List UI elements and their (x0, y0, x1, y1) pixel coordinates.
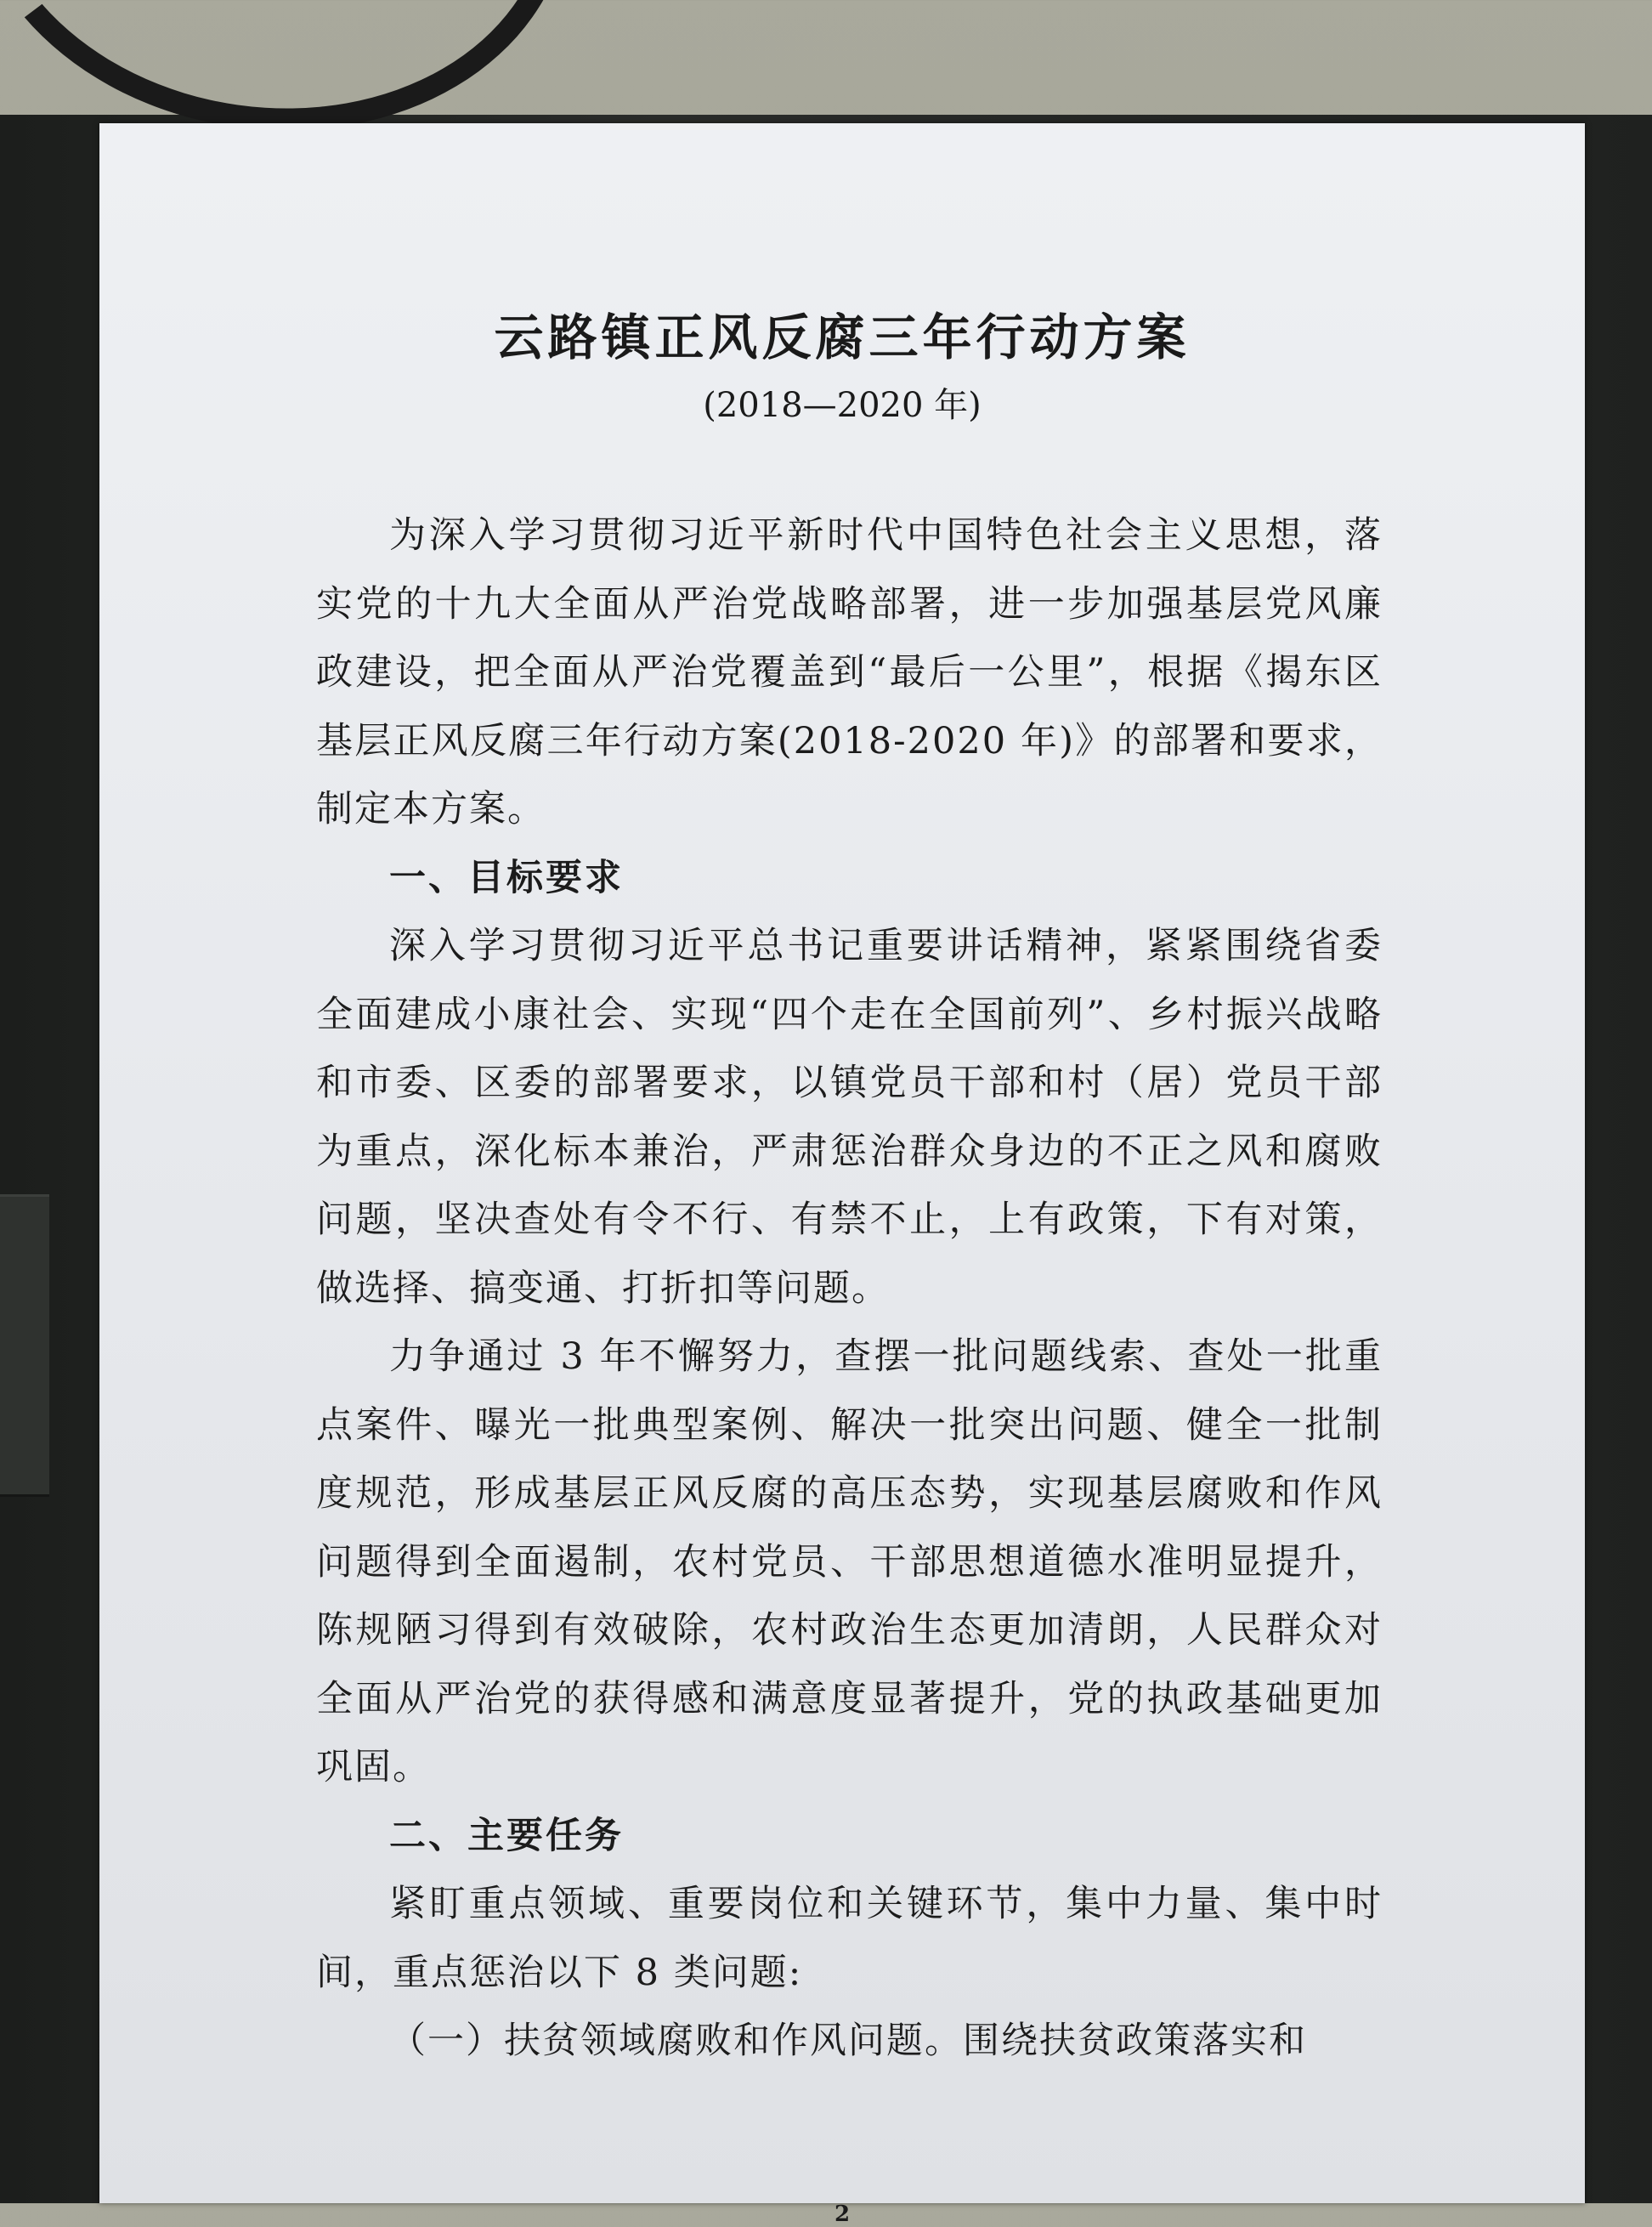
document-body (316, 502, 1383, 2076)
section-heading-goals: 一、目标要求 (389, 856, 624, 899)
page-number: 2 (834, 2202, 851, 2227)
folder-clip (0, 1194, 49, 1497)
document-subtitle: (2018—2020 年) (703, 386, 982, 425)
tasks-paragraph-1: 紧盯重点领域、重要岗位和关键环节，集中力量、集中时间，重点惩治以下 8 类问题: (316, 1883, 1383, 1994)
document-page (99, 123, 1585, 2227)
section-heading-tasks: 二、主要任务 (389, 1814, 624, 1857)
document-title: 云路镇正风反腐三年行动方案 (494, 309, 1191, 366)
goals-paragraph-2: 力争通过 3 年不懈努力，查摆一批问题线索、查处一批重点案件、曝光一批典型案例、解决一批突出问题、健全一批制度规范，形成基层正风反腐的高压态势，实现基层腐败和作风问题得到全面遏制，农村党员、干部思想道德水准明显提升，陈规陋习得到有效破除，农村政治生态更加清朗，人民群众对全面从严治党的获得感和满意度显著提升，党的执政基础更加巩固。 (316, 1335, 1383, 1788)
tasks-paragraph-2: （一）扶贫领域腐败和作风问题。围绕扶贫政策落实和 (389, 2020, 1307, 2062)
goals-paragraph-1: 深入学习贯彻习近平总书记重要讲话精神，紧紧围绕省委全面建成小康社会、实现“四个走在全国前列”、乡村振兴战略和市委、区委的部署要求，以镇党员干部和村（居）党员干部为重点，深化标本兼治，严肃惩治群众身边的不正之风和腐败问题，坚决查处有令不行、有禁不止，上有政策，下有对策，做选择、搞变通、打折扣等问题。 (316, 925, 1383, 1310)
intro-paragraph: 为深入学习贯彻习近平新时代中国特色社会主义思想，落实党的十九大全面从严治党战略部署，进一步加强基层党风廉政建设，把全面从严治党覆盖到“最后一公里”，根据《揭东区基层正风反腐三年行动方案(2018-2020 年)》的部署和要求，制定本方案。 (316, 514, 1383, 830)
